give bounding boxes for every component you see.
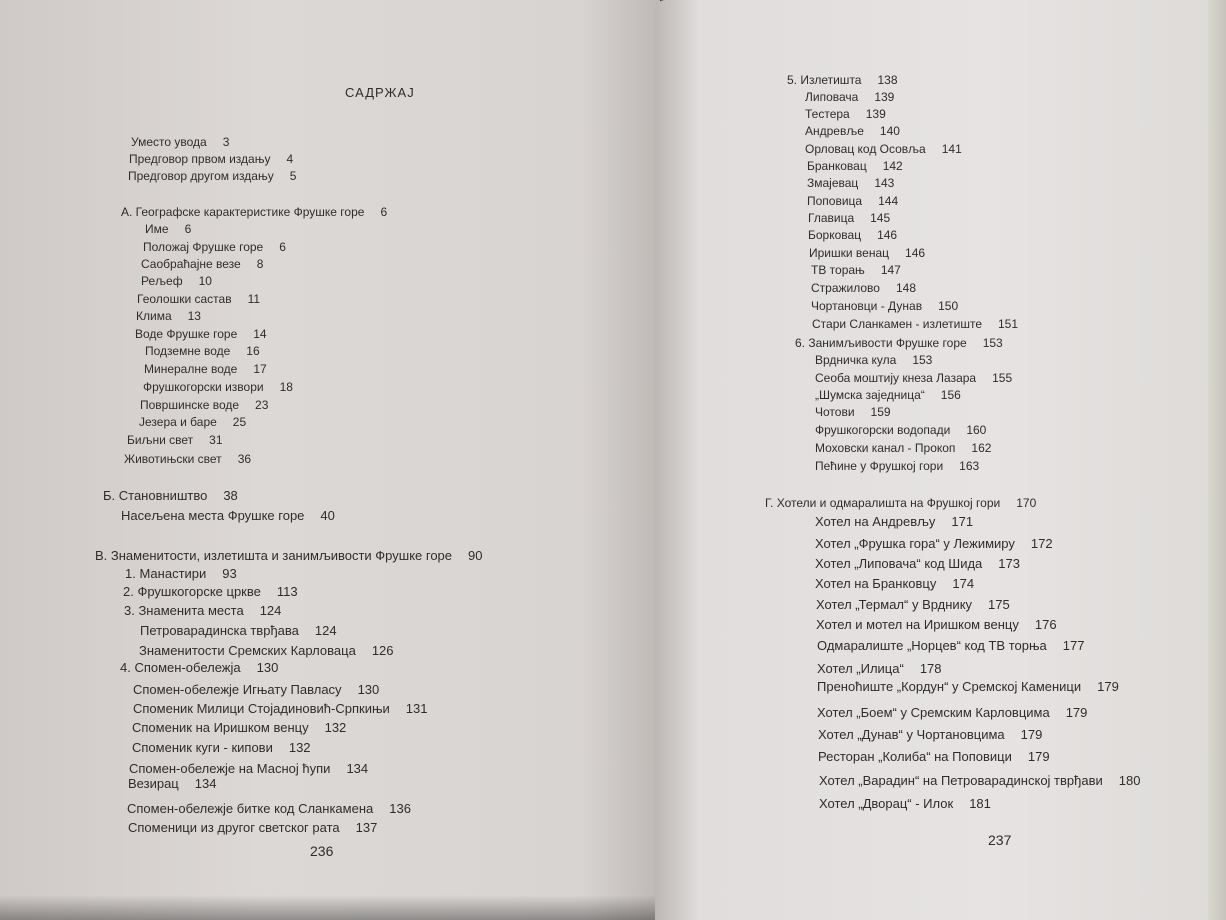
toc-entry-page: 11 <box>247 292 261 306</box>
left-toc-entry <box>137 291 260 307</box>
left-page-number: 236 <box>310 843 334 859</box>
right-toc-entry <box>817 661 942 677</box>
toc-entry-page: 179 <box>1065 705 1088 720</box>
toc-entry-page: 132 <box>324 720 347 735</box>
right-toc-entry <box>817 638 1084 654</box>
right-toc-entry <box>817 679 1119 695</box>
toc-entry-title: Г. Хотели и одмаралишта на Фрушкој гори <box>765 496 1001 510</box>
page-shadow <box>0 895 660 920</box>
toc-entry-title: Хотел на Бранковцу <box>815 576 937 591</box>
left-toc-entry <box>95 548 483 564</box>
right-toc-entry <box>815 352 932 368</box>
left-toc-entry <box>132 740 311 756</box>
toc-entry-page: 177 <box>1062 638 1085 653</box>
toc-entry-title: Клима <box>136 309 172 323</box>
right-toc-entry <box>815 422 986 438</box>
toc-entry-page: 6 <box>380 205 388 219</box>
toc-entry-title: Одмаралиште „Норцев“ код ТВ торња <box>817 638 1047 653</box>
toc-entry-page: 136 <box>389 801 411 816</box>
right-toc-entry <box>805 89 894 105</box>
toc-entry-title: Споменик на Иришком венцу <box>132 720 309 735</box>
right-toc-entry <box>815 576 974 592</box>
toc-entry-page: 140 <box>879 124 900 138</box>
toc-entry-title: Геолошки састав <box>137 292 232 306</box>
right-toc-entry <box>807 175 894 191</box>
right-toc-entry <box>805 141 962 157</box>
left-toc-entry <box>144 361 267 377</box>
left-toc-entry <box>140 397 268 413</box>
left-toc-entry <box>131 134 229 150</box>
toc-entry-page: 153 <box>912 353 933 367</box>
toc-entry-title: Воде Фрушке горе <box>135 327 238 341</box>
right-page <box>655 0 1213 920</box>
right-toc-entry <box>765 495 1036 511</box>
left-toc-entry <box>133 682 379 698</box>
toc-entry-page: 144 <box>878 194 899 208</box>
toc-entry-page: 148 <box>895 281 916 295</box>
toc-entry-title: Тестера <box>805 107 850 121</box>
toc-entry-title: Липовача <box>805 90 859 104</box>
toc-entry-page: 6 <box>184 222 192 236</box>
right-toc-entry <box>787 72 898 88</box>
toc-entry-page: 179 <box>1020 727 1043 742</box>
right-toc-entry <box>819 796 991 812</box>
toc-entry-page: 179 <box>1027 749 1050 764</box>
toc-entry-title: Хотел „Термал“ у Врднику <box>816 597 973 612</box>
toc-entry-title: Орловац код Осовља <box>805 142 926 156</box>
toc-entry-title: Хотел „Дворац“ - Илок <box>819 796 954 811</box>
toc-entry-title: Подземне воде <box>145 344 231 358</box>
toc-entry-title: 3. Знаменита места <box>124 603 244 618</box>
toc-entry-page: 3 <box>222 135 230 149</box>
right-page-number: 237 <box>988 832 1012 848</box>
toc-entry-page: 139 <box>865 107 886 121</box>
left-toc-entry <box>140 623 337 639</box>
left-toc-entry <box>141 256 263 272</box>
toc-entry-title: Пећине у Фрушкој гори <box>815 459 944 473</box>
left-toc-entry <box>132 720 346 736</box>
left-toc-entry <box>127 432 223 448</box>
toc-entry-title: Површинске воде <box>140 398 240 412</box>
toc-entry-title: Знаменитости Сремских Карловаца <box>139 643 356 658</box>
right-toc-entry <box>816 597 1010 613</box>
toc-entry-page: 181 <box>969 796 991 811</box>
toc-entry-page: 134 <box>194 776 217 791</box>
toc-entry-title: Спомен-обележје на Масној ћупи <box>129 761 331 776</box>
toc-entry-page: 151 <box>998 317 1019 331</box>
toc-entry-page: 147 <box>880 263 901 277</box>
toc-entry-page: 36 <box>237 452 252 466</box>
toc-entry-title: Стари Сланкамен - излетиште <box>812 317 982 331</box>
toc-entry-title: „Шумска заједница“ <box>815 388 925 402</box>
toc-entry-title: Биљни свет <box>127 433 194 447</box>
toc-entry-page: 134 <box>346 761 369 776</box>
toc-entry-title: Преноћиште „Кордун“ у Сремској Каменици <box>817 679 1082 694</box>
toc-entry-title: Фрушкогорски извори <box>143 380 264 394</box>
left-toc-entry <box>121 508 335 524</box>
toc-entry-page: 172 <box>1030 536 1053 551</box>
right-toc-entry <box>819 773 1140 789</box>
toc-entry-title: 1. Манастири <box>125 566 207 581</box>
right-toc-entry <box>818 727 1042 743</box>
left-toc-entry <box>121 204 387 220</box>
toc-entry-page: 171 <box>951 514 974 529</box>
toc-entry-page: 146 <box>877 228 898 242</box>
left-toc-entry <box>135 326 267 342</box>
left-toc-entry <box>141 273 212 289</box>
toc-entry-title: Споменици из другог светског рата <box>128 820 340 835</box>
toc-entry-title: Андревље <box>805 124 864 138</box>
toc-entry-page: 113 <box>276 584 298 599</box>
toc-entry-title: А. Географске карактеристике Фрушке горе <box>121 205 365 219</box>
left-toc-entry <box>143 239 286 255</box>
toc-entry-page: 175 <box>988 597 1010 612</box>
toc-entry-title: Стражилово <box>811 281 880 295</box>
left-toc-entry <box>125 566 237 582</box>
left-toc-entry <box>145 343 260 359</box>
toc-entry-title: Споменик куги - кипови <box>132 740 273 755</box>
toc-entry-title: Хотел „Фрушка гора“ у Лежимиру <box>815 536 1015 551</box>
toc-entry-title: Ресторан „Колиба“ на Поповици <box>818 749 1012 764</box>
right-toc-entry <box>817 705 1087 721</box>
toc-entry-title: ТВ торањ <box>811 263 865 277</box>
toc-entry-page: 126 <box>371 643 394 658</box>
toc-entry-page: 179 <box>1097 679 1119 694</box>
right-toc-entry <box>815 404 891 420</box>
toc-entry-title: Споменик Милици Стојадиновић-Српкињи <box>133 701 390 716</box>
right-toc-entry <box>811 280 916 296</box>
toc-entry-title: Фрушкогорски водопади <box>815 423 951 437</box>
toc-entry-title: Хотел „Дунав“ у Чортановцима <box>818 727 1005 742</box>
toc-entry-page: 4 <box>286 152 294 166</box>
toc-entry-page: 124 <box>314 623 337 638</box>
right-toc-entry <box>815 514 973 530</box>
left-toc-entry <box>143 379 293 395</box>
toc-entry-page: 174 <box>952 576 975 591</box>
toc-entry-page: 25 <box>232 415 247 429</box>
toc-entry-title: Хотел на Андревљу <box>815 514 936 529</box>
left-toc-entry <box>145 221 191 237</box>
toc-entry-title: Чотови <box>815 405 855 419</box>
toc-entry-title: Хотел „Липовача“ код Шида <box>815 556 983 571</box>
right-toc-entry <box>815 556 1020 572</box>
left-toc-entry <box>124 603 281 619</box>
toc-entry-title: Спомен-обележје битке код Сланкамена <box>127 801 374 816</box>
right-toc-entry <box>815 458 979 474</box>
toc-entry-page: 16 <box>246 344 260 358</box>
left-toc-entry <box>128 168 296 184</box>
left-toc-entry <box>129 151 293 167</box>
right-toc-entry <box>811 298 958 314</box>
right-toc-entry <box>807 158 903 174</box>
toc-entry-page: 160 <box>966 423 987 437</box>
toc-entry-page: 143 <box>874 176 895 190</box>
toc-entry-page: 6 <box>279 240 286 254</box>
toc-entry-title: Језера и баре <box>139 415 217 429</box>
toc-entry-page: 130 <box>256 660 279 675</box>
toc-entry-page: 162 <box>971 441 992 455</box>
toc-entry-title: Б. Становништво <box>103 488 208 503</box>
toc-entry-page: 131 <box>405 701 428 716</box>
left-toc-entry <box>139 643 394 659</box>
left-toc-entry <box>136 308 201 324</box>
toc-entry-page: 40 <box>320 508 335 523</box>
toc-entry-page: 155 <box>992 371 1013 385</box>
toc-entry-page: 5 <box>289 169 297 183</box>
toc-entry-page: 90 <box>468 548 483 563</box>
toc-entry-page: 132 <box>288 740 311 755</box>
toc-entry-title: В. Знаменитости, излетишта и занимљивости Фрушке горе <box>95 548 453 563</box>
toc-heading: САДРЖАЈ <box>345 85 415 100</box>
toc-entry-title: Предговор другом издању <box>128 169 274 183</box>
page-edge <box>1208 0 1226 920</box>
left-toc-entry <box>124 451 251 467</box>
toc-entry-title: Врдничка кула <box>815 353 897 367</box>
right-toc-entry <box>807 193 898 209</box>
toc-entry-page: 23 <box>255 398 269 412</box>
toc-entry-title: Главица <box>808 211 855 225</box>
toc-entry-title: Минералне воде <box>144 362 238 376</box>
right-toc-entry <box>816 617 1057 633</box>
left-toc-entry <box>123 584 298 600</box>
toc-entry-page: 13 <box>187 309 201 323</box>
toc-entry-page: 176 <box>1034 617 1057 632</box>
toc-entry-page: 14 <box>253 327 267 341</box>
toc-entry-title: Змајевац <box>807 176 859 190</box>
toc-entry-page: 139 <box>874 90 895 104</box>
toc-entry-page: 130 <box>357 682 380 697</box>
toc-entry-title: Хотел и мотел на Иришком венцу <box>816 617 1019 632</box>
toc-entry-page: 10 <box>198 274 212 288</box>
right-toc-entry <box>811 262 901 278</box>
right-toc-entry <box>808 227 897 243</box>
toc-entry-title: Насељена места Фрушке горе <box>121 508 305 523</box>
left-toc-entry <box>127 801 411 817</box>
right-toc-entry <box>815 387 961 403</box>
left-toc-entry <box>129 761 368 777</box>
left-toc-entry <box>139 414 246 430</box>
right-toc-entry <box>818 749 1050 765</box>
right-toc-entry <box>805 106 886 122</box>
toc-entry-page: 18 <box>279 380 293 394</box>
toc-entry-title: Хотел „Илица“ <box>817 661 904 676</box>
right-toc-entry <box>809 245 925 261</box>
toc-entry-page: 8 <box>256 257 264 271</box>
toc-entry-title: Хотел „Боем“ у Сремским Карловцима <box>817 705 1050 720</box>
toc-entry-page: 150 <box>938 299 959 313</box>
toc-entry-title: Борковац <box>808 228 862 242</box>
toc-entry-title: 2. Фрушкогорске цркве <box>123 584 261 599</box>
toc-entry-title: 5. Излетишта <box>787 73 862 87</box>
toc-entry-title: Животињски свет <box>124 452 222 466</box>
toc-entry-page: 145 <box>870 211 891 225</box>
toc-entry-title: Положај Фрушке горе <box>143 240 264 254</box>
toc-entry-title: Име <box>145 222 169 236</box>
toc-entry-title: Моховски канал - Прокоп <box>815 441 956 455</box>
toc-entry-title: Рељеф <box>141 274 183 288</box>
toc-entry-page: 138 <box>877 73 898 87</box>
toc-entry-title: Поповица <box>807 194 863 208</box>
toc-entry-title: Уместо увода <box>131 135 207 149</box>
toc-entry-page: 153 <box>982 336 1003 350</box>
toc-entry-page: 173 <box>998 556 1020 571</box>
right-toc-entry <box>805 123 900 139</box>
toc-entry-page: 38 <box>223 488 238 503</box>
toc-entry-title: Иришки венац <box>809 246 890 260</box>
right-toc-entry <box>815 370 1012 386</box>
toc-entry-title: Везирац <box>128 776 179 791</box>
toc-entry-page: 142 <box>882 159 903 173</box>
toc-entry-page: 159 <box>870 405 891 419</box>
toc-entry-title: Петроварадинска тврђава <box>140 623 299 638</box>
toc-entry-page: 124 <box>259 603 282 618</box>
right-toc-entry <box>812 316 1018 332</box>
toc-entry-title: Саобраћајне везе <box>141 257 241 271</box>
toc-entry-page: 180 <box>1118 773 1141 788</box>
left-toc-entry <box>120 660 278 676</box>
toc-entry-page: 93 <box>222 566 237 581</box>
toc-entry-title: Сеоба моштију кнеза Лазара <box>815 371 977 385</box>
toc-entry-title: Предговор првом издању <box>129 152 271 166</box>
toc-entry-title: 4. Спомен-обележја <box>120 660 241 675</box>
toc-entry-page: 178 <box>919 661 942 676</box>
left-toc-entry <box>133 701 428 717</box>
left-toc-entry <box>128 776 216 792</box>
right-toc-entry <box>795 335 1003 351</box>
right-toc-entry <box>815 536 1053 552</box>
toc-entry-page: 163 <box>959 459 980 473</box>
toc-entry-title: Чортановци - Дунав <box>811 299 923 313</box>
toc-entry-page: 17 <box>253 362 267 376</box>
toc-entry-page: 156 <box>940 388 961 402</box>
toc-entry-title: Спомен-обележје Игњату Павласу <box>133 682 342 697</box>
toc-entry-page: 31 <box>209 433 223 447</box>
toc-entry-title: Хотел „Варадин“ на Петроварадинској тврђави <box>819 773 1103 788</box>
left-toc-entry <box>103 488 238 504</box>
right-toc-entry <box>815 440 991 456</box>
toc-entry-title: 6. Занимљивости Фрушке горе <box>795 336 967 350</box>
toc-entry-page: 146 <box>905 246 926 260</box>
right-toc-entry <box>808 210 890 226</box>
left-toc-entry <box>128 820 377 836</box>
toc-entry-page: 137 <box>355 820 378 835</box>
toc-entry-title: Бранковац <box>807 159 867 173</box>
toc-entry-page: 170 <box>1016 496 1037 510</box>
toc-entry-page: 141 <box>941 142 962 156</box>
